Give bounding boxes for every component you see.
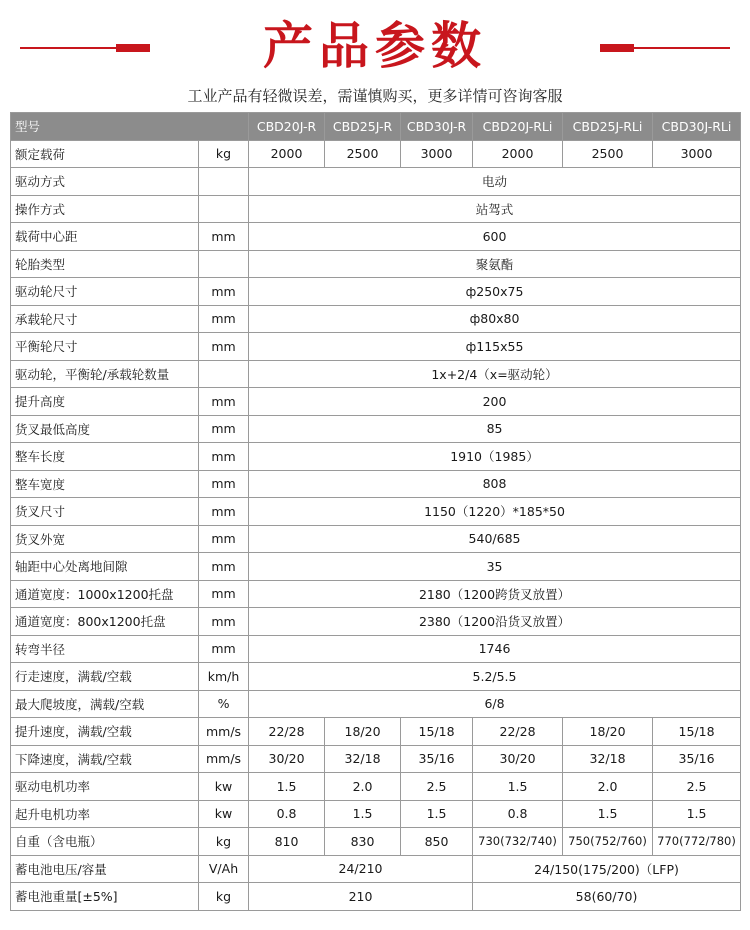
table-row xyxy=(11,773,741,801)
row-value: 35 xyxy=(249,553,741,581)
row-value: 750(752/760) xyxy=(563,828,653,856)
table-row xyxy=(11,608,741,636)
header-model: CBD30J-RLi xyxy=(653,113,741,141)
row-label: 提升速度，满载/空载 xyxy=(11,718,199,746)
table-row xyxy=(11,278,741,306)
row-label: 驱动轮尺寸 xyxy=(11,278,199,306)
row-value: 24/150(175/200)（LFP) xyxy=(473,855,741,883)
table-row xyxy=(11,580,741,608)
row-unit xyxy=(199,250,249,278)
row-unit: mm xyxy=(199,608,249,636)
spec-table xyxy=(10,112,741,911)
row-label: 平衡轮尺寸 xyxy=(11,333,199,361)
row-label: 通道宽度：1000x1200托盘 xyxy=(11,580,199,608)
table-row xyxy=(11,800,741,828)
row-value: 808 xyxy=(249,470,741,498)
row-value: 22/28 xyxy=(249,718,325,746)
row-unit: mm/s xyxy=(199,745,249,773)
row-unit: mm xyxy=(199,580,249,608)
row-unit: kg xyxy=(199,140,249,168)
row-unit: mm xyxy=(199,388,249,416)
row-unit xyxy=(199,195,249,223)
table-row xyxy=(11,828,741,856)
table-header-row xyxy=(11,113,741,141)
row-value: 2.0 xyxy=(563,773,653,801)
row-unit: mm xyxy=(199,415,249,443)
table-row xyxy=(11,415,741,443)
row-unit: mm xyxy=(199,305,249,333)
row-value: 1x+2/4（x=驱动轮） xyxy=(249,360,741,388)
row-label: 承载轮尺寸 xyxy=(11,305,199,333)
table-row xyxy=(11,690,741,718)
table-row xyxy=(11,223,741,251)
row-label: 操作方式 xyxy=(11,195,199,223)
row-label: 轮胎类型 xyxy=(11,250,199,278)
row-label: 载荷中心距 xyxy=(11,223,199,251)
row-value: 1.5 xyxy=(249,773,325,801)
row-value: 站驾式 xyxy=(249,195,741,223)
table-row xyxy=(11,250,741,278)
row-label: 货叉最低高度 xyxy=(11,415,199,443)
row-value: 32/18 xyxy=(325,745,401,773)
row-value: 1.5 xyxy=(653,800,741,828)
row-label: 驱动方式 xyxy=(11,168,199,196)
row-value: 2500 xyxy=(325,140,401,168)
row-label: 蓄电池电压/容量 xyxy=(11,855,199,883)
row-value: 1150（1220）*185*50 xyxy=(249,498,741,526)
row-value: 200 xyxy=(249,388,741,416)
row-unit: mm xyxy=(199,223,249,251)
row-value: 2.5 xyxy=(401,773,473,801)
table-row xyxy=(11,525,741,553)
row-label: 下降速度，满载/空载 xyxy=(11,745,199,773)
header-model: CBD20J-R xyxy=(249,113,325,141)
row-label: 整车宽度 xyxy=(11,470,199,498)
table-row xyxy=(11,333,741,361)
row-value: 2380（1200沿货叉放置） xyxy=(249,608,741,636)
row-unit: mm xyxy=(199,333,249,361)
row-value: 0.8 xyxy=(473,800,563,828)
row-label: 起升电机功率 xyxy=(11,800,199,828)
row-value: ф115x55 xyxy=(249,333,741,361)
row-value: 540/685 xyxy=(249,525,741,553)
row-value: 电动 xyxy=(249,168,741,196)
row-value: 210 xyxy=(249,883,473,911)
row-label: 驱动电机功率 xyxy=(11,773,199,801)
table-row xyxy=(11,663,741,691)
header-model-label: 型号 xyxy=(11,113,249,141)
row-value: 810 xyxy=(249,828,325,856)
table-row xyxy=(11,443,741,471)
table-row xyxy=(11,498,741,526)
row-value: 6/8 xyxy=(249,690,741,718)
row-value: 58(60/70) xyxy=(473,883,741,911)
row-value: 85 xyxy=(249,415,741,443)
row-label: 自重（含电瓶） xyxy=(11,828,199,856)
header-model: CBD20J-RLi xyxy=(473,113,563,141)
page-header xyxy=(0,0,750,112)
row-unit: mm xyxy=(199,470,249,498)
row-unit: mm xyxy=(199,443,249,471)
table-row xyxy=(11,305,741,333)
table-row xyxy=(11,745,741,773)
title-decoration-line-right xyxy=(616,47,730,49)
row-label: 蓄电池重量[±5%] xyxy=(11,883,199,911)
table-row xyxy=(11,470,741,498)
row-unit: % xyxy=(199,690,249,718)
row-unit: mm/s xyxy=(199,718,249,746)
row-label: 货叉尺寸 xyxy=(11,498,199,526)
table-row xyxy=(11,140,741,168)
row-value: ф80x80 xyxy=(249,305,741,333)
row-label: 行走速度，满载/空载 xyxy=(11,663,199,691)
row-value: 2500 xyxy=(563,140,653,168)
row-value: 5.2/5.5 xyxy=(249,663,741,691)
row-value: 1.5 xyxy=(473,773,563,801)
row-unit: kg xyxy=(199,883,249,911)
row-label: 最大爬坡度，满载/空载 xyxy=(11,690,199,718)
page-title: 产品参数 xyxy=(263,17,487,75)
row-label: 货叉外宽 xyxy=(11,525,199,553)
table-row xyxy=(11,718,741,746)
row-label: 提升高度 xyxy=(11,388,199,416)
row-value: 18/20 xyxy=(325,718,401,746)
row-unit: kw xyxy=(199,800,249,828)
table-row xyxy=(11,635,741,663)
row-unit: kw xyxy=(199,773,249,801)
row-unit: km/h xyxy=(199,663,249,691)
row-unit xyxy=(199,168,249,196)
row-label: 驱动轮，平衡轮/承载轮数量 xyxy=(11,360,199,388)
row-label: 通道宽度：800x1200托盘 xyxy=(11,608,199,636)
row-value: 35/16 xyxy=(401,745,473,773)
row-unit: mm xyxy=(199,525,249,553)
row-value: 1910（1985） xyxy=(249,443,741,471)
row-unit: mm xyxy=(199,635,249,663)
row-unit: kg xyxy=(199,828,249,856)
row-value: 15/18 xyxy=(653,718,741,746)
table-row xyxy=(11,195,741,223)
row-label: 整车长度 xyxy=(11,443,199,471)
row-label: 轴距中心处离地间隙 xyxy=(11,553,199,581)
table-row xyxy=(11,883,741,911)
row-value: 22/28 xyxy=(473,718,563,746)
row-value: 35/16 xyxy=(653,745,741,773)
row-value: 24/210 xyxy=(249,855,473,883)
row-value: 15/18 xyxy=(401,718,473,746)
row-unit: mm xyxy=(199,553,249,581)
row-value: 770(772/780) xyxy=(653,828,741,856)
row-value: 2000 xyxy=(473,140,563,168)
row-value: 1.5 xyxy=(563,800,653,828)
row-label: 转弯半径 xyxy=(11,635,199,663)
row-unit xyxy=(199,360,249,388)
row-value: 30/20 xyxy=(473,745,563,773)
row-value: 830 xyxy=(325,828,401,856)
table-row xyxy=(11,168,741,196)
row-unit: V/Ah xyxy=(199,855,249,883)
table-row xyxy=(11,388,741,416)
row-value: 1.5 xyxy=(325,800,401,828)
table-row xyxy=(11,360,741,388)
page-subtitle: 工业产品有轻微误差，需谨慎购买，更多详情可咨询客服 xyxy=(187,87,563,105)
row-value: 3000 xyxy=(401,140,473,168)
header-model: CBD25J-R xyxy=(325,113,401,141)
row-value: ф250x75 xyxy=(249,278,741,306)
row-value: 1746 xyxy=(249,635,741,663)
row-value: 730(732/740) xyxy=(473,828,563,856)
table-row xyxy=(11,553,741,581)
row-value: 1.5 xyxy=(401,800,473,828)
row-value: 600 xyxy=(249,223,741,251)
row-value: 2180（1200跨货叉放置） xyxy=(249,580,741,608)
row-value: 2.5 xyxy=(653,773,741,801)
row-value: 30/20 xyxy=(249,745,325,773)
table-row xyxy=(11,855,741,883)
row-value: 聚氨酯 xyxy=(249,250,741,278)
header-model: CBD30J-R xyxy=(401,113,473,141)
row-value: 850 xyxy=(401,828,473,856)
row-value: 2.0 xyxy=(325,773,401,801)
row-value: 32/18 xyxy=(563,745,653,773)
row-value: 3000 xyxy=(653,140,741,168)
row-value: 0.8 xyxy=(249,800,325,828)
row-value: 18/20 xyxy=(563,718,653,746)
row-value: 2000 xyxy=(249,140,325,168)
row-unit: mm xyxy=(199,498,249,526)
row-unit: mm xyxy=(199,278,249,306)
row-label: 额定载荷 xyxy=(11,140,199,168)
header-model: CBD25J-RLi xyxy=(563,113,653,141)
